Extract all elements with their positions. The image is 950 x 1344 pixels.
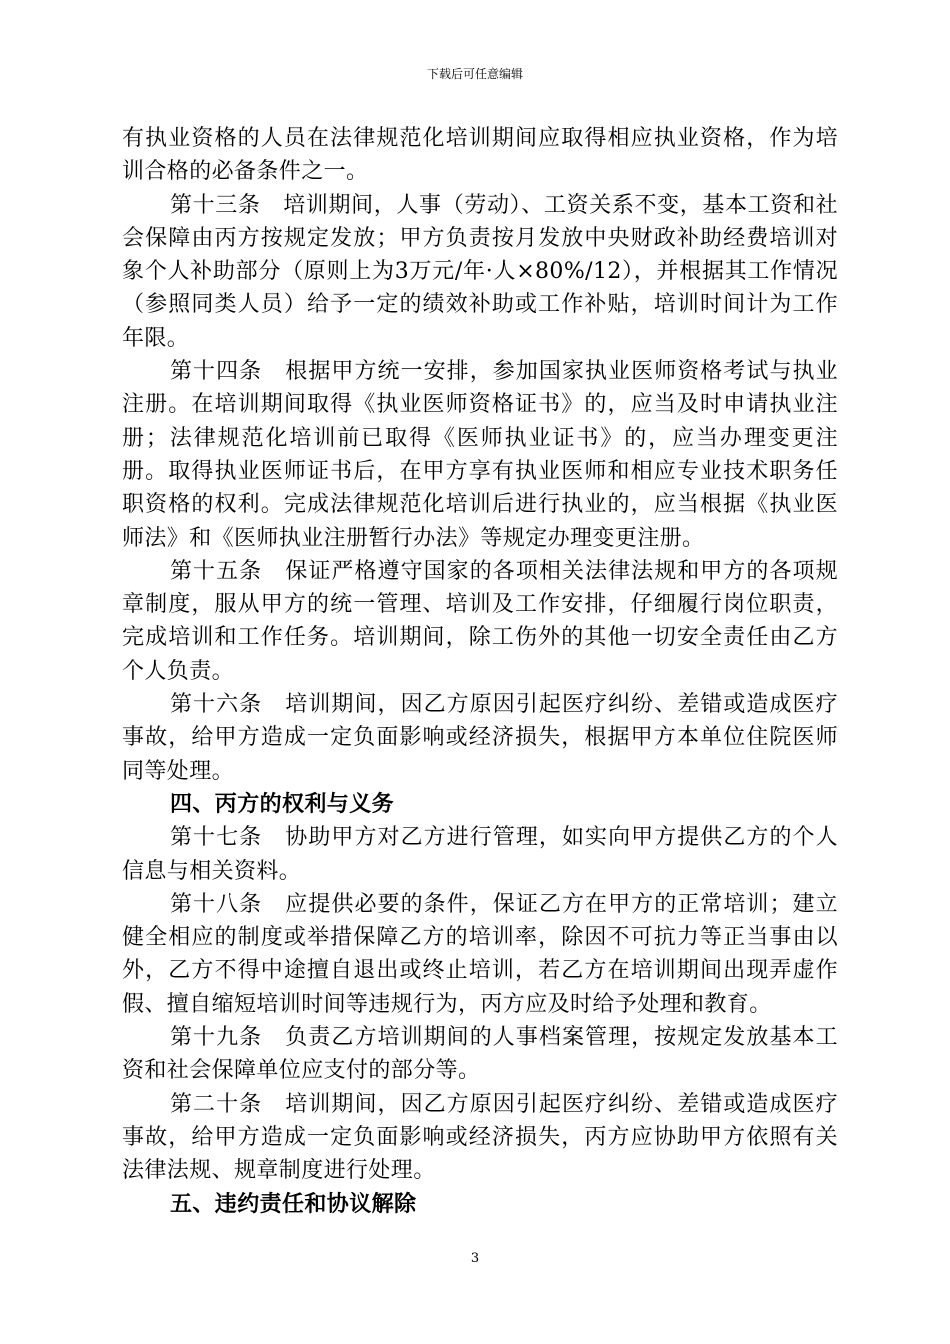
section-heading-4: 四、丙方的权利与义务 [170, 791, 395, 817]
article-15: 第十五条 保证严格遵守国家的各项相关法律法规和甲方的各项规章制度，服从甲方的统一管理、培训及工作安排，仔细履行岗位职责，完成培训和工作任务。培训期间，除工伤外的其他一切安全责任由乙方个人负责。 [122, 558, 838, 684]
article-19: 第十九条 负责乙方培训期间的人事档案管理，按规定发放基本工资和社会保障单位应支付的部分等。 [122, 1025, 838, 1084]
document-body [122, 122, 838, 1221]
article-13: 第十三条 培训期间，人事（劳动）、工资关系不变，基本工资和社会保障由丙方按规定发放；甲方负责按月发放中央财政补助经费培训对象个人补助部分（原则上为3万元/年·人×80%/12），并根据其工作情况（参照同类人员）给予一定的绩效补助或工作补贴，培训时间计为工作年限。 [122, 192, 838, 351]
section-heading-5: 五、违约责任和协议解除 [170, 1191, 417, 1217]
article-20: 第二十条 培训期间，因乙方原因引起医疗纠纷、差错或造成医疗事故，给甲方造成一定负面影响或经济损失，丙方应协助甲方依照有关法律法规、规章制度进行处理。 [122, 1091, 838, 1184]
article-16: 第十六条 培训期间，因乙方原因引起医疗纠纷、差错或造成医疗事故，给甲方造成一定负面影响或经济损失，根据甲方本单位住院医师同等处理。 [122, 692, 838, 784]
paragraph-continuation: 有执业资格的人员在法律规范化培训期间应取得相应执业资格，作为培训合格的必备条件之一。 [122, 126, 838, 185]
article-17: 第十七条 协助甲方对乙方进行管理，如实向甲方提供乙方的个人信息与相关资料。 [122, 825, 838, 884]
article-18: 第十八条 应提供必要的条件，保证乙方在甲方的正常培训；建立健全相应的制度或举措保障乙方的培训率，除因不可抗力等正当事由以外，乙方不得中途擅自退出或终止培训，若乙方在培训期间出现弄虚作假、擅自缩短培训时间等违规行为，丙方应及时给予处理和教育。 [122, 891, 838, 1017]
article-14: 第十四条 根据甲方统一安排，参加国家执业医师资格考试与执业注册。在培训期间取得《执业医师资格证书》的，应当及时申请执业注册；法律规范化培训前已取得《医师执业证书》的，应当办理变更注册。取得执业医师证书后，在甲方享有执业医师和相应专业技术职务任职资格的权利。完成法律规范化培训后进行执业的，应当根据《执业医师法》和《医师执业注册暂行办法》等规定办理变更注册。 [122, 359, 838, 551]
header-note: 下载后可任意编辑 [426, 67, 523, 81]
page-number: 3 [470, 1251, 480, 1266]
